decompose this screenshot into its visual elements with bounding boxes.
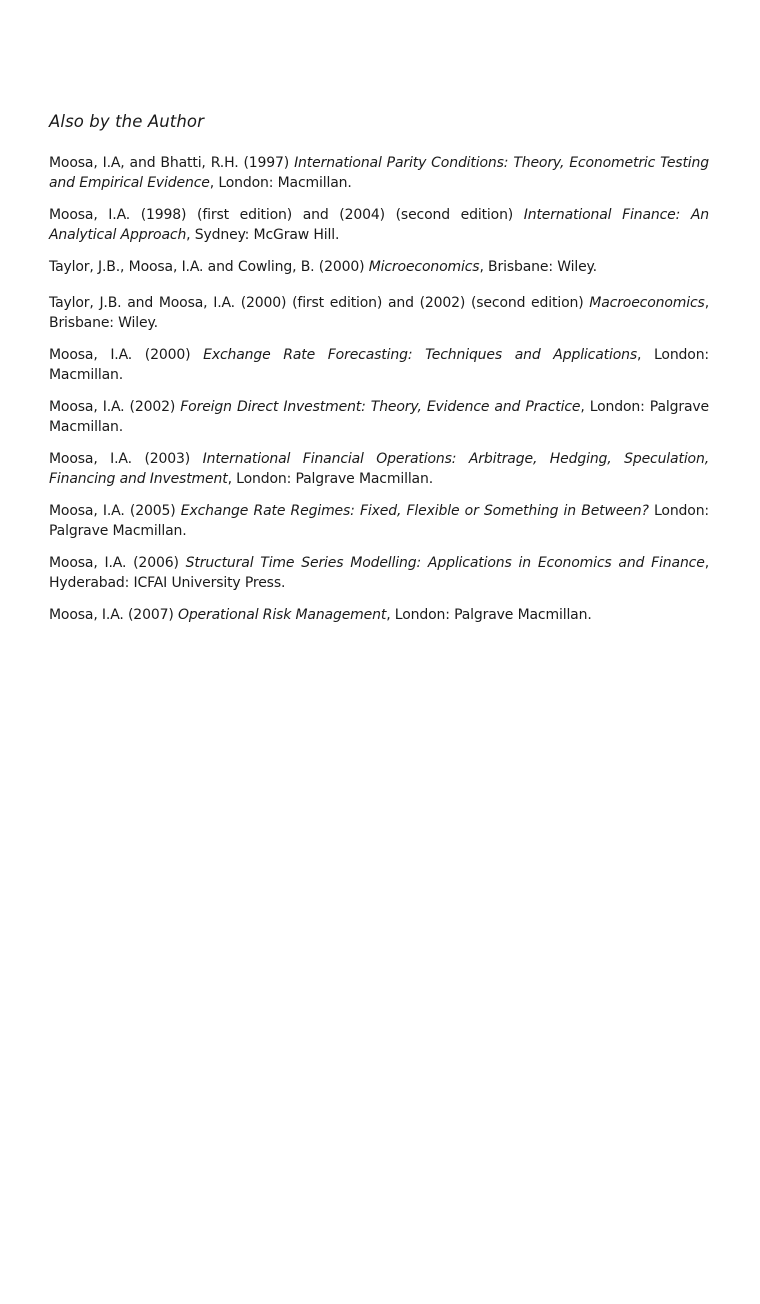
entry-authors-year: Moosa, I.A. (2005) bbox=[49, 503, 181, 519]
entry-publisher: , Brisbane: Wiley. bbox=[479, 259, 597, 275]
entry-title: International Financial Operations: Arbitrage, Hedging, Speculation, Financing and Investment bbox=[49, 451, 709, 487]
entry-title: Structural Time Series Modelling: Applications in Economics and Finance bbox=[185, 555, 705, 571]
entry-publisher: , London: Palgrave Macmillan. bbox=[386, 607, 592, 623]
bibliography-entry bbox=[49, 605, 709, 625]
entry-title: Exchange Rate Regimes: Fixed, Flexible or Something in Between? bbox=[180, 503, 649, 519]
entry-title: Macroeconomics bbox=[589, 295, 705, 311]
entry-title: Microeconomics bbox=[368, 259, 480, 275]
page-heading: Also by the Author bbox=[49, 112, 204, 131]
entry-authors-year: Moosa, I.A, and Bhatti, R.H. (1997) bbox=[49, 155, 295, 171]
entry-title: International Finance: An Analytical Approach bbox=[49, 207, 709, 243]
bibliography-entry bbox=[49, 345, 709, 385]
entry-authors-year: Taylor, J.B., Moosa, I.A. and Cowling, B. (2000) bbox=[49, 259, 369, 275]
bibliography-entry bbox=[49, 501, 709, 541]
bibliography-entry bbox=[49, 397, 709, 437]
entry-publisher: , London: Macmillan. bbox=[49, 347, 709, 383]
bibliography-entry bbox=[49, 293, 709, 333]
entry-publisher: , London: Palgrave Macmillan. bbox=[227, 471, 434, 487]
entry-authors-year: Moosa, I.A. (2006) bbox=[49, 555, 186, 571]
entry-publisher: London: Palgrave Macmillan. bbox=[49, 503, 709, 539]
entry-publisher: , Brisbane: Wiley. bbox=[49, 295, 709, 331]
bibliography-list bbox=[49, 153, 709, 625]
book-page bbox=[49, 112, 709, 637]
entry-title: Exchange Rate Forecasting: Techniques and Applications bbox=[203, 347, 638, 363]
entry-authors-year: Taylor, J.B. and Moosa, I.A. (2000) (first edition) and (2002) (second edition) bbox=[49, 295, 590, 311]
entry-publisher: , London: Macmillan. bbox=[209, 175, 352, 191]
entry-authors-year: Moosa, I.A. (2007) bbox=[49, 607, 178, 623]
entry-publisher: , Hyderabad: ICFAI University Press. bbox=[49, 555, 709, 591]
bibliography-entry bbox=[49, 449, 709, 489]
entry-title: Foreign Direct Investment: Theory, Evidence and Practice bbox=[180, 399, 581, 415]
bibliography-entry bbox=[49, 153, 709, 193]
bibliography-entry bbox=[49, 205, 709, 245]
entry-authors-year: Moosa, I.A. (2003) bbox=[49, 451, 203, 467]
entry-authors-year: Moosa, I.A. (1998) (first edition) and (2004) (second edition) bbox=[49, 207, 524, 223]
entry-authors-year: Moosa, I.A. (2002) bbox=[49, 399, 181, 415]
entry-title: Operational Risk Management bbox=[177, 607, 387, 623]
bibliography-entry bbox=[49, 553, 709, 593]
entry-title: International Parity Conditions: Theory, Econometric Testing and Empirical Evidence bbox=[49, 155, 709, 191]
bibliography-entry bbox=[49, 257, 709, 277]
entry-publisher: , London: Palgrave Macmillan. bbox=[49, 399, 709, 435]
entry-publisher: , Sydney: McGraw Hill. bbox=[186, 227, 340, 243]
entry-authors-year: Moosa, I.A. (2000) bbox=[49, 347, 204, 363]
